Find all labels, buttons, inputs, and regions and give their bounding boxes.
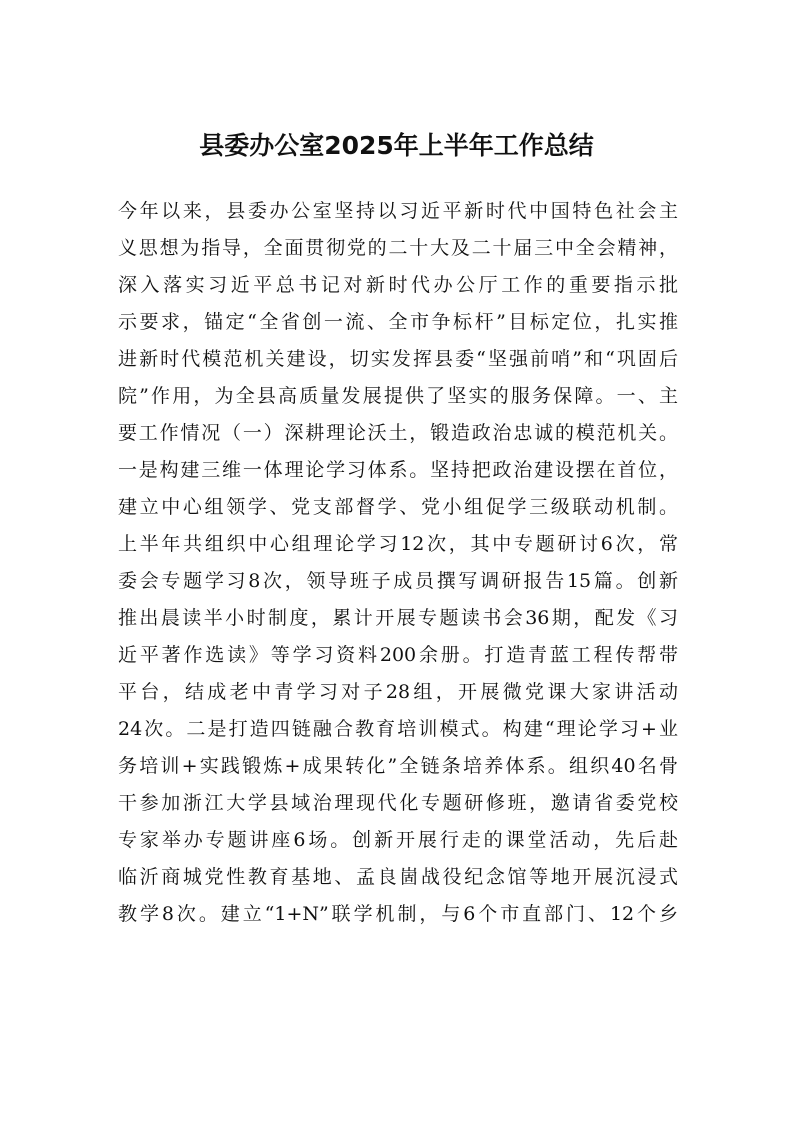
body-line: 平台，结成老中青学习对子28组，开展微党课大家讲活动 bbox=[118, 681, 678, 703]
body-line: 推出晨读半小时制度，累计开展专题读书会36期，配发《习 bbox=[118, 607, 678, 629]
body-line: 进新时代模范机关建设，切实发挥县委“坚强前哨”和“巩固后 bbox=[118, 348, 678, 370]
body-line: 专家举办专题讲座6场。创新开展行走的课堂活动，先后赴 bbox=[118, 829, 678, 851]
body-line: 义思想为指导，全面贯彻党的二十大及二十届三中全会精神， bbox=[118, 237, 678, 259]
body-line: 上半年共组织中心组理论学习12次，其中专题研讨6次，常 bbox=[118, 533, 678, 555]
body-line: 干参加浙江大学县域治理现代化专题研修班，邀请省委党校 bbox=[118, 792, 678, 814]
body-line: 院”作用，为全县高质量发展提供了坚实的服务保障。一、主 bbox=[118, 385, 678, 407]
body-line: 近平著作选读》等学习资料200余册。打造青蓝工程传帮带 bbox=[118, 644, 678, 666]
document-title: 县委办公室2025年上半年工作总结 bbox=[199, 131, 594, 160]
body-line: 临沂商城党性教育基地、孟良崮战役纪念馆等地开展沉浸式 bbox=[118, 866, 678, 888]
document-body bbox=[118, 193, 678, 933]
body-line: 一是构建三维一体理论学习体系。坚持把政治建设摆在首位， bbox=[118, 459, 678, 481]
body-line: 深入落实习近平总书记对新时代办公厅工作的重要指示批 bbox=[118, 274, 678, 296]
body-line: 要工作情况（一）深耕理论沃土，锻造政治忠诚的模范机关。 bbox=[118, 422, 678, 444]
body-line: 委会专题学习8次，领导班子成员撰写调研报告15篇。创新 bbox=[118, 570, 678, 592]
body-line: 24次。二是打造四链融合教育培训模式。构建“理论学习+业 bbox=[118, 718, 678, 740]
body-line: 今年以来，县委办公室坚持以习近平新时代中国特色社会主 bbox=[118, 200, 678, 222]
body-line: 建立中心组领学、党支部督学、党小组促学三级联动机制。 bbox=[118, 496, 678, 518]
body-line: 示要求，锚定“全省创一流、全市争标杆”目标定位，扎实推 bbox=[118, 311, 678, 333]
body-line: 教学8次。建立“1+N”联学机制，与6个市直部门、12个乡 bbox=[118, 903, 678, 925]
body-line: 务培训+实践锻炼+成果转化”全链条培养体系。组织40名骨 bbox=[118, 755, 678, 777]
